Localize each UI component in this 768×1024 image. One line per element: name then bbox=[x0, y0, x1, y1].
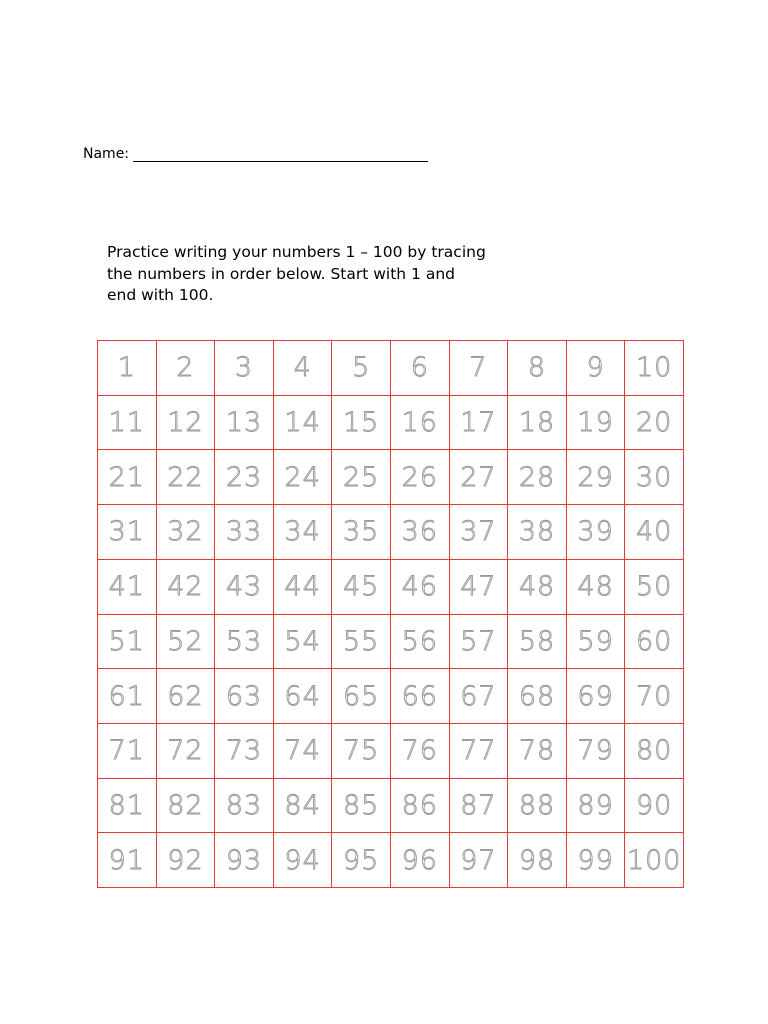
grid-cell[interactable]: 52 bbox=[157, 615, 216, 670]
grid-cell[interactable]: 20 bbox=[625, 396, 684, 451]
instructions bbox=[107, 242, 487, 307]
grid-cell[interactable]: 1 bbox=[98, 341, 157, 396]
grid-cell[interactable]: 17 bbox=[450, 396, 509, 451]
grid-cell[interactable]: 60 bbox=[625, 615, 684, 670]
grid-cell[interactable]: 33 bbox=[215, 505, 274, 560]
grid-cell[interactable]: 67 bbox=[450, 669, 509, 724]
grid-cell[interactable]: 10 bbox=[625, 341, 684, 396]
grid-cell[interactable]: 3 bbox=[215, 341, 274, 396]
grid-cell[interactable]: 84 bbox=[274, 779, 333, 834]
grid-cell[interactable]: 35 bbox=[332, 505, 391, 560]
grid-cell[interactable]: 48 bbox=[567, 560, 626, 615]
grid-cell[interactable]: 47 bbox=[450, 560, 509, 615]
grid-cell[interactable]: 96 bbox=[391, 833, 450, 888]
grid-cell[interactable]: 50 bbox=[625, 560, 684, 615]
grid-cell[interactable]: 34 bbox=[274, 505, 333, 560]
grid-cell[interactable]: 48 bbox=[508, 560, 567, 615]
grid-cell[interactable]: 68 bbox=[508, 669, 567, 724]
grid-cell[interactable]: 15 bbox=[332, 396, 391, 451]
grid-cell[interactable]: 22 bbox=[157, 450, 216, 505]
grid-cell[interactable]: 6 bbox=[391, 341, 450, 396]
grid-cell[interactable]: 9 bbox=[567, 341, 626, 396]
grid-cell[interactable]: 7 bbox=[450, 341, 509, 396]
grid-cell[interactable]: 95 bbox=[332, 833, 391, 888]
grid-cell[interactable]: 66 bbox=[391, 669, 450, 724]
grid-cell[interactable]: 56 bbox=[391, 615, 450, 670]
grid-cell[interactable]: 19 bbox=[567, 396, 626, 451]
grid-cell[interactable]: 90 bbox=[625, 779, 684, 834]
grid-cell[interactable]: 54 bbox=[274, 615, 333, 670]
grid-cell[interactable]: 88 bbox=[508, 779, 567, 834]
instructions-line: end with 100. bbox=[107, 286, 214, 304]
name-field[interactable] bbox=[83, 143, 428, 162]
grid-cell[interactable]: 82 bbox=[157, 779, 216, 834]
grid-cell[interactable]: 28 bbox=[508, 450, 567, 505]
grid-cell[interactable]: 14 bbox=[274, 396, 333, 451]
grid-cell[interactable]: 2 bbox=[157, 341, 216, 396]
grid-cell[interactable]: 25 bbox=[332, 450, 391, 505]
grid-cell[interactable]: 99 bbox=[567, 833, 626, 888]
grid-cell[interactable]: 77 bbox=[450, 724, 509, 779]
grid-cell[interactable]: 65 bbox=[332, 669, 391, 724]
grid-cell[interactable]: 64 bbox=[274, 669, 333, 724]
grid-cell[interactable]: 41 bbox=[98, 560, 157, 615]
grid-cell[interactable]: 27 bbox=[450, 450, 509, 505]
grid-cell[interactable]: 75 bbox=[332, 724, 391, 779]
grid-cell[interactable]: 78 bbox=[508, 724, 567, 779]
grid-cell[interactable]: 87 bbox=[450, 779, 509, 834]
grid-cell[interactable]: 29 bbox=[567, 450, 626, 505]
grid-cell[interactable]: 58 bbox=[508, 615, 567, 670]
grid-cell[interactable]: 23 bbox=[215, 450, 274, 505]
grid-cell[interactable]: 93 bbox=[215, 833, 274, 888]
grid-cell[interactable]: 24 bbox=[274, 450, 333, 505]
grid-cell[interactable]: 36 bbox=[391, 505, 450, 560]
grid-cell[interactable]: 30 bbox=[625, 450, 684, 505]
grid-cell[interactable]: 5 bbox=[332, 341, 391, 396]
grid-cell[interactable]: 38 bbox=[508, 505, 567, 560]
grid-cell[interactable]: 97 bbox=[450, 833, 509, 888]
grid-cell[interactable]: 92 bbox=[157, 833, 216, 888]
grid-cell[interactable]: 31 bbox=[98, 505, 157, 560]
grid-cell[interactable]: 11 bbox=[98, 396, 157, 451]
grid-cell[interactable]: 21 bbox=[98, 450, 157, 505]
grid-cell[interactable]: 71 bbox=[98, 724, 157, 779]
grid-cell[interactable]: 63 bbox=[215, 669, 274, 724]
grid-cell[interactable]: 39 bbox=[567, 505, 626, 560]
grid-cell[interactable]: 76 bbox=[391, 724, 450, 779]
grid-cell[interactable]: 32 bbox=[157, 505, 216, 560]
grid-cell[interactable]: 40 bbox=[625, 505, 684, 560]
grid-cell[interactable]: 4 bbox=[274, 341, 333, 396]
grid-cell[interactable]: 37 bbox=[450, 505, 509, 560]
grid-cell[interactable]: 100 bbox=[625, 833, 684, 888]
grid-cell[interactable]: 80 bbox=[625, 724, 684, 779]
grid-cell[interactable]: 86 bbox=[391, 779, 450, 834]
grid-cell[interactable]: 73 bbox=[215, 724, 274, 779]
grid-cell[interactable]: 46 bbox=[391, 560, 450, 615]
grid-cell[interactable]: 98 bbox=[508, 833, 567, 888]
grid-cell[interactable]: 18 bbox=[508, 396, 567, 451]
grid-cell[interactable]: 62 bbox=[157, 669, 216, 724]
grid-cell[interactable]: 59 bbox=[567, 615, 626, 670]
grid-cell[interactable]: 91 bbox=[98, 833, 157, 888]
grid-cell[interactable]: 69 bbox=[567, 669, 626, 724]
grid-cell[interactable]: 26 bbox=[391, 450, 450, 505]
grid-cell[interactable]: 12 bbox=[157, 396, 216, 451]
grid-cell[interactable]: 94 bbox=[274, 833, 333, 888]
grid-cell[interactable]: 89 bbox=[567, 779, 626, 834]
grid-cell[interactable]: 51 bbox=[98, 615, 157, 670]
grid-cell[interactable]: 74 bbox=[274, 724, 333, 779]
instructions-line: Practice writing your numbers 1 – 100 by tracing bbox=[107, 243, 486, 261]
name-blank-line[interactable] bbox=[133, 143, 428, 162]
grid-cell[interactable]: 16 bbox=[391, 396, 450, 451]
grid-cell[interactable]: 72 bbox=[157, 724, 216, 779]
grid-cell[interactable]: 53 bbox=[215, 615, 274, 670]
grid-cell[interactable]: 42 bbox=[157, 560, 216, 615]
grid-cell[interactable]: 57 bbox=[450, 615, 509, 670]
grid-cell[interactable]: 83 bbox=[215, 779, 274, 834]
number-tracing-grid bbox=[97, 340, 684, 888]
grid-cell[interactable]: 43 bbox=[215, 560, 274, 615]
grid-cell[interactable]: 8 bbox=[508, 341, 567, 396]
name-label: Name: bbox=[83, 146, 130, 162]
grid-cell[interactable]: 81 bbox=[98, 779, 157, 834]
grid-cell[interactable]: 61 bbox=[98, 669, 157, 724]
grid-cell[interactable]: 70 bbox=[625, 669, 684, 724]
grid-cell[interactable]: 13 bbox=[215, 396, 274, 451]
grid-cell[interactable]: 79 bbox=[567, 724, 626, 779]
instructions-line: the numbers in order below. Start with 1 and bbox=[107, 264, 456, 283]
grid-cell[interactable]: 44 bbox=[274, 560, 333, 615]
grid-cell[interactable]: 55 bbox=[332, 615, 391, 670]
grid-cell[interactable]: 45 bbox=[332, 560, 391, 615]
grid-cell[interactable]: 85 bbox=[332, 779, 391, 834]
